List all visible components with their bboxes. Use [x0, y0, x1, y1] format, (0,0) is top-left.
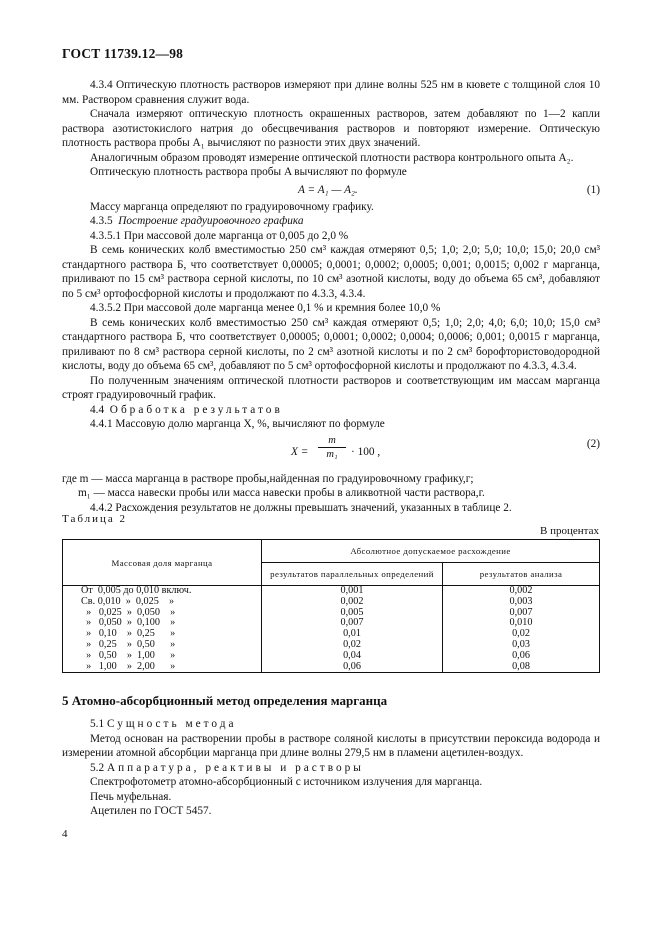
- formula-legend-m: где m — масса марганца в растворе пробы,найденная по градуировочному графику,г;: [62, 472, 474, 485]
- section-number: 4.4: [90, 403, 105, 416]
- formula-1-number: (1): [586, 183, 600, 196]
- table-caption: Таблица 2: [62, 513, 128, 525]
- equipment-item: Спектрофотометр атомно-абсорбционный с источником излучения для марганца.: [90, 776, 483, 788]
- parallel-cell: 0,06: [343, 660, 361, 672]
- paragraph-5-1: [62, 717, 600, 732]
- section-title: Аппаратура, реактивы и растворы: [106, 761, 364, 774]
- range-cell: » 0,050 » 0,100 »: [81, 617, 176, 629]
- page-number: 4: [62, 828, 68, 840]
- analysis-cell: 0,03: [512, 638, 530, 650]
- formula-2-lhs: X =: [291, 445, 309, 458]
- parallel-cell: 0,005: [340, 606, 364, 618]
- section-title: Построение градуировочного графика: [118, 215, 304, 227]
- paragraph-calibration-graph: По полученным значениям оптической плотности растворов и соответствующим им массам марганца строят градуировочный график.: [62, 374, 600, 401]
- parallel-column: [262, 586, 443, 673]
- section-number: 4.3.5: [90, 215, 113, 227]
- table-units: В процентах: [540, 525, 599, 537]
- analysis-cell: 0,08: [512, 660, 530, 672]
- range-cell: » 0,10 » 0,25 »: [81, 628, 176, 640]
- range-cell: » 0,50 » 1,00 »: [81, 649, 176, 661]
- analysis-cell: 0,02: [512, 628, 530, 640]
- formula-2-rhs: · 100 ,: [351, 445, 381, 458]
- analysis-cell: 0,06: [512, 649, 530, 661]
- equipment-item: Ацетилен по ГОСТ 5457.: [90, 805, 212, 817]
- paragraph-5-2: [62, 761, 600, 776]
- parallel-cell: 0,002: [340, 595, 364, 607]
- parallel-cell: 0,04: [343, 649, 361, 661]
- paragraph-4-4-2: 4.4.2 Расхождения результатов не должны превышать значений, указанных в таблице 2.: [90, 501, 512, 514]
- analysis-cell: 0,007: [509, 606, 533, 618]
- paragraph-procedure-2: В семь конических колб вместимостью 250 см³ каждая отмеряют 0,5; 1,0; 2,0; 4,0; 6,0; 10,0; 15,0 см³ стандартного раствора Б, что соответствует 0,00005; 0,0001; 0,0002; 0,0004; 0,0006; 0,001; 0,0015 г марганца, приливают по 8 см³ раствора серной кислоты, по 2 см³ азотной кислоты и по 2 см³ борофтористоводородной кислоты, воду до объема 65 см³, добавляют по 5 см³ ортофосфорной кислоты и продолжают по 4.3.3, 4.3.4.: [62, 316, 600, 372]
- paragraph-formula-intro: Оптическую плотность раствора пробы A вычисляют по формуле: [90, 166, 407, 178]
- formula-2-numerator: m: [318, 434, 346, 448]
- section-number: 5.1: [90, 718, 105, 730]
- table-row: [63, 586, 600, 673]
- paragraph-mass-determination: Массу марганца определяют по градуировочному графику.: [90, 200, 374, 213]
- paragraph-4-3-5-2: 4.3.5.2 При массовой доле марганца менее 0,1 % и кремния более 10,0 %: [90, 302, 441, 314]
- body-section-4: [62, 78, 600, 515]
- formula-2-fraction: [318, 434, 346, 462]
- range-cell: » 0,025 » 0,050 »: [81, 606, 176, 618]
- section-title: Сущность метода: [106, 718, 237, 730]
- formula-1: [62, 180, 600, 200]
- analysis-column: [443, 586, 600, 673]
- formula-2: [62, 434, 600, 472]
- paragraph-procedure-1: В семь конических колб вместимостью 250 см³ каждая отмеряют 0,5; 1,0; 2,0; 5,0; 10,0; 15,0; 20,0 см³ стандартного раствора Б, что соответствует 0,00005; 0,0001; 0,0002; 0,0005; 0,001; 0,0015; 0,002 г марганца, приливают по 15 см³ раствора серной кислоты, по 10 см³ азотной кислоты, воду до объема 65 см³, добавляют по 5 см³ ортофосфорной кислоты и продолжают по 4.3.3, 4.3.4.: [62, 244, 600, 300]
- analysis-cell: 0,010: [509, 617, 533, 629]
- range-cell: » 1,00 » 2,00 »: [81, 660, 176, 672]
- equipment-item: Печь муфельная.: [90, 790, 172, 803]
- range-cell: » 0,25 » 0,50 »: [81, 638, 176, 650]
- formula-1-expression: A = A₁ — A₂.: [298, 183, 358, 196]
- formula-legend-m1: m₁ — масса навески пробы или масса навески пробы в аликвотной части раствора,г.: [78, 487, 485, 499]
- tolerance-table: [62, 539, 600, 673]
- paragraph-control-experiment: Аналогичным образом проводят измерение оптической плотности раствора контрольного опыта A₂.: [90, 151, 574, 164]
- analysis-cell: 0,003: [509, 595, 533, 607]
- formula-2-number: (2): [586, 437, 600, 450]
- document-header: ГОСТ 11739.12—98: [62, 46, 184, 61]
- parallel-cell: 0,007: [340, 617, 364, 629]
- analysis-cell: 0,002: [509, 585, 533, 596]
- paragraph-4-4: [62, 403, 600, 418]
- section-5-heading: 5 Атомно-абсорбционный метод определения марганца: [62, 693, 388, 708]
- paragraph-4-3-5-1: 4.3.5.1 При массовой доле марганца от 0,005 до 2,0 %: [90, 229, 349, 242]
- header-mass-fraction: Массовая доля марганца: [63, 540, 262, 586]
- header-parallel: результатов параллельных определений: [262, 563, 443, 586]
- paragraph-method-essence: Метод основан на растворении пробы в растворе соляной кислоты в присутствии пероксида водорода и измерении атомной абсорбции марганца при длине волны 279,5 нм в пламени ацетилен-воздух.: [62, 732, 600, 759]
- body-section-5: [62, 717, 600, 819]
- paragraph-measurement: Сначала измеряют оптическую плотность окрашенных растворов, затем добавляют по 1—2 капли раствора азотистокислого натрия до обесцвечивания растворов и повторяют измерение. Оптическую плотность раствора пробы A₁ вычисляют по разности этих двух значений.: [62, 108, 600, 149]
- range-column: [63, 586, 262, 673]
- header-analysis: результатов анализа: [443, 563, 600, 586]
- range-cell: От 0,005 до 0,010 включ.: [81, 585, 192, 596]
- parallel-cell: 0,001: [340, 585, 364, 596]
- parallel-cell: 0,01: [343, 628, 361, 640]
- section-number: 5.2: [90, 761, 105, 774]
- section-title: Обработка результатов: [109, 403, 283, 416]
- formula-2-denominator: m₁: [326, 448, 338, 460]
- parallel-cell: 0,02: [343, 638, 361, 650]
- range-cell: Св. 0,010 » 0,025 »: [81, 595, 175, 607]
- paragraph-4-4-1: 4.4.1 Массовую долю марганца X, %, вычисляют по формуле: [90, 418, 385, 430]
- paragraph-4-3-4: 4.3.4 Оптическую плотность растворов измеряют при длине волны 525 нм в кювете с толщиной слоя 10 мм. Раствором сравнения служит вода.: [62, 79, 600, 106]
- header-tolerance-group: Абсолютное допускаемое расхождение: [262, 540, 600, 563]
- paragraph-4-3-5: [62, 214, 600, 229]
